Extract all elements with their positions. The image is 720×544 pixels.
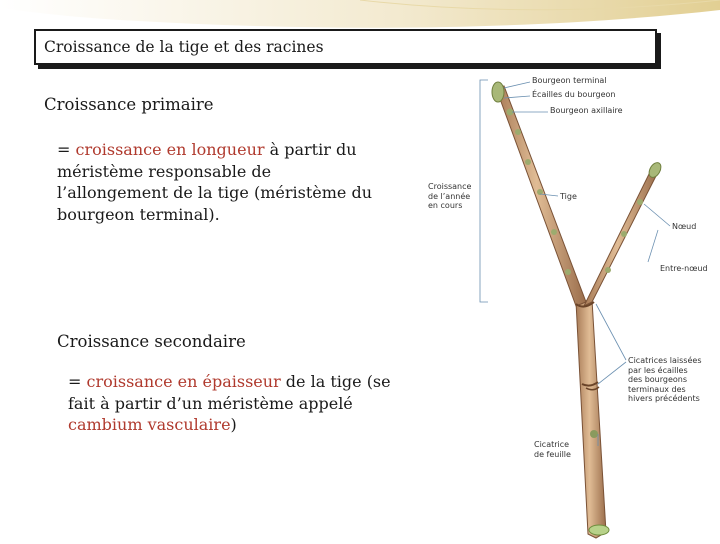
secondary-text-after: ) (230, 415, 237, 434)
slide-title-box (34, 29, 657, 65)
secondary-text-middle: de la tige (se fait à partir d’un méristème appelé (68, 372, 391, 413)
label-cicatrice-feuille-line1: Cicatrice (534, 440, 570, 449)
secondary-growth-text (68, 371, 398, 436)
primary-growth-text (57, 139, 387, 225)
label-croissance-annee-line1: Croissance (428, 182, 472, 191)
label-bourgeon-axillaire: Bourgeon axillaire (550, 106, 623, 115)
label-bourgeon-terminal: Bourgeon terminal (532, 76, 607, 85)
secondary-highlight: croissance en épaisseur (86, 372, 281, 391)
label-cicatrice-feuille-line2: de feuille (534, 449, 571, 459)
label-cicatrice-feuille (534, 440, 571, 459)
label-cicatrices-line5: hivers précédents (628, 394, 700, 403)
label-croissance-annee-line2: de l’année (428, 191, 471, 201)
label-cicatrices-line2: par les écailles (628, 365, 688, 375)
label-cicatrices-line4: terminaux des (628, 384, 686, 394)
label-entre-noeud: Entre-nœud (660, 264, 708, 273)
label-cicatrices-line3: des bourgeons (628, 375, 688, 384)
primary-text-before: = (57, 140, 76, 159)
label-cicatrices (628, 356, 701, 404)
primary-text-after: à partir du méristème responsable de l’allongement de la tige (méristème du bourgeon terminal). (57, 140, 372, 224)
label-croissance-annee (428, 182, 471, 211)
stem-illustration (418, 62, 720, 540)
secondary-highlight-cambium: cambium vasculaire (68, 415, 231, 434)
label-ecailles: Écailles du bourgeon (532, 90, 616, 99)
label-cicatrices-line1: Cicatrices laissées (628, 356, 702, 365)
secondary-text-before: = (68, 372, 87, 391)
label-croissance-annee-line3: en cours (428, 201, 463, 210)
label-noeud: Nœud (672, 222, 697, 231)
secondary-growth-heading: Croissance secondaire (57, 332, 246, 351)
primary-growth-heading: Croissance primaire (44, 95, 214, 114)
primary-highlight: croissance en longueur (75, 140, 265, 159)
slide-title: Croissance de la tige et des racines (44, 38, 324, 56)
label-tige: Tige (560, 192, 577, 201)
stem-drawing (418, 62, 720, 540)
